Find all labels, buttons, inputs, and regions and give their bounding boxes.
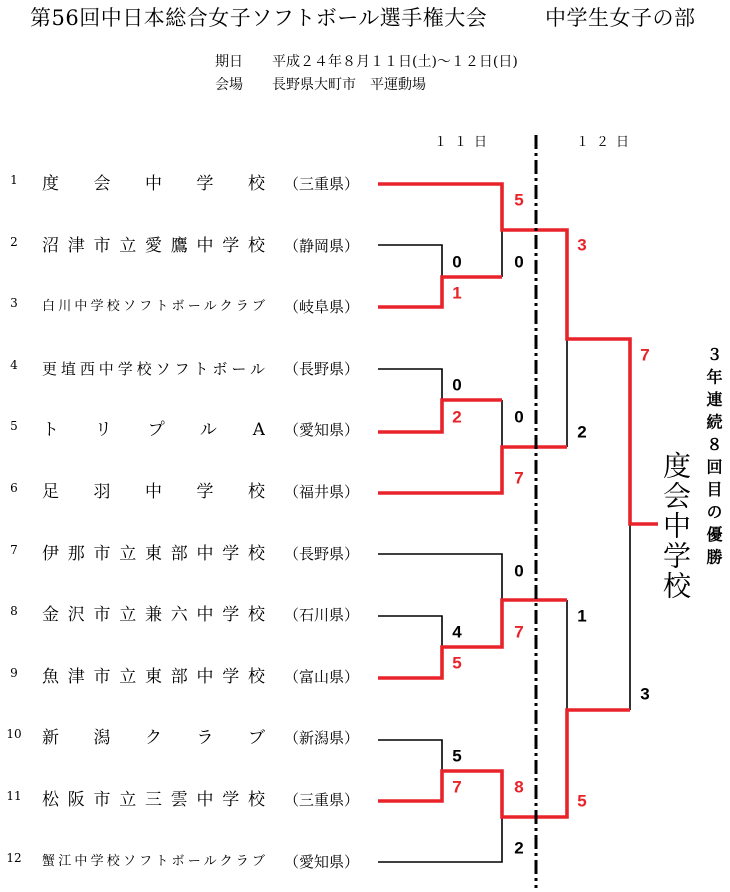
seed-number: 11 [6,788,22,803]
score-r2-m1-top: 5 [514,190,524,210]
team-name: 金沢市立兼六中学校 [42,605,265,626]
seed-number: 12 [6,850,22,865]
score-r1-m2-top: 0 [452,375,462,395]
bracket-line-team-5 [378,400,502,432]
score-sf1-top: 3 [577,235,587,255]
team-name: 度会中学校 [42,173,265,194]
team-prefecture: （静岡県） [284,236,360,255]
team-name: 更埴西中学校ソフトボール [42,359,265,378]
seed-number: 7 [10,542,18,557]
date-value: 平成２４年８月１１日(土)～１２日(日) [272,54,518,70]
date-label: 期日 [215,54,243,70]
team-prefecture: （愛知県） [284,852,360,871]
division-title: 中学生女子の部 [545,6,696,30]
team-prefecture: （愛知県） [284,421,360,440]
score-r1-m1-top: 0 [452,252,462,272]
bracket-line-team-7 [378,554,502,600]
bracket-line-team-6 [378,447,567,493]
team-name: 松阪市立三雲中学校 [42,789,265,810]
seed-number: 6 [10,480,18,495]
seed-number: 10 [6,727,22,742]
score-sf2-top: 1 [577,606,587,626]
bracket-line-team-9 [378,600,567,678]
day-2-header: １２日 [575,135,636,150]
seed-number: 1 [10,172,18,187]
team-prefecture: （石川県） [284,606,360,625]
venue-value: 長野県大町市 平運動場 [272,77,426,93]
tournament-title: 第56回中日本総合女子ソフトボール選手権大会 [30,6,488,30]
score-sf1-bottom: 2 [577,422,587,442]
team-name: 足羽中学校 [42,481,265,502]
score-r2-m3-bottom: 7 [514,622,524,642]
team-prefecture: （新潟県） [284,729,360,748]
seed-number: 4 [10,357,18,372]
bracket-line-team-11 [378,710,630,817]
score-sf2-bottom: 5 [577,791,587,811]
team-name: 蟹江中学校ソフトボールクラブ [42,853,265,869]
score-r2-m3-top: 0 [514,561,524,581]
team-prefecture: （長野県） [284,359,360,378]
bracket-line-team-3 [378,277,502,307]
seed-number: 5 [10,419,18,434]
bracket-line-team-10 [378,740,442,771]
team-name: 魚津市立東部中学校 [42,666,265,687]
score-r1-m1-bottom: 1 [452,283,462,303]
team-prefecture: （長野県） [284,544,360,563]
team-name: 沼津市立愛鷹中学校 [42,235,265,256]
team-prefecture: （岐阜県） [284,298,360,317]
score-r2-m2-top: 0 [514,407,524,427]
team-name: 新潟クラブ [42,728,265,749]
winner-lines [378,184,658,817]
team-prefecture: （三重県） [284,174,360,193]
bracket-line-team-4 [378,369,442,400]
score-r1-m2-bottom: 2 [452,407,462,427]
team-name: 白川中学校ソフトボールクラブ [42,299,265,315]
champion-name: 度会中学校 [659,451,692,601]
score-final-bottom: 3 [640,684,650,704]
team-prefecture: （三重県） [284,790,360,809]
bracket-line-team-2 [378,245,442,277]
scores [452,191,649,858]
seed-number: 8 [10,604,18,619]
day-1-header: １１日 [433,135,494,150]
score-r1-m3-top: 4 [452,622,462,642]
venue-label: 会場 [215,77,243,93]
seed-number: 3 [10,296,18,311]
champion-note: ３年連続８回目の優勝 [704,346,723,571]
team-name: トリプルA [42,420,265,441]
team-prefecture: （富山県） [284,667,360,686]
bracket-line-team-12 [378,817,502,862]
score-r2-m2-bottom: 7 [514,468,524,488]
score-r1-m4-top: 5 [452,746,462,766]
eliminated-lines [378,230,630,862]
score-r2-m4-top: 8 [514,777,524,797]
score-r2-m1-bottom: 0 [514,252,524,272]
seed-number: 9 [10,665,18,680]
team-name: 伊那市立東部中学校 [42,543,265,564]
score-r2-m4-bottom: 2 [514,838,524,858]
team-prefecture: （福井県） [284,482,360,501]
score-final-top: 7 [640,345,650,365]
seed-number: 2 [10,234,18,249]
score-r1-m3-bottom: 5 [452,653,462,673]
bracket-line-team-8 [378,616,442,647]
score-r1-m4-bottom: 7 [452,777,462,797]
